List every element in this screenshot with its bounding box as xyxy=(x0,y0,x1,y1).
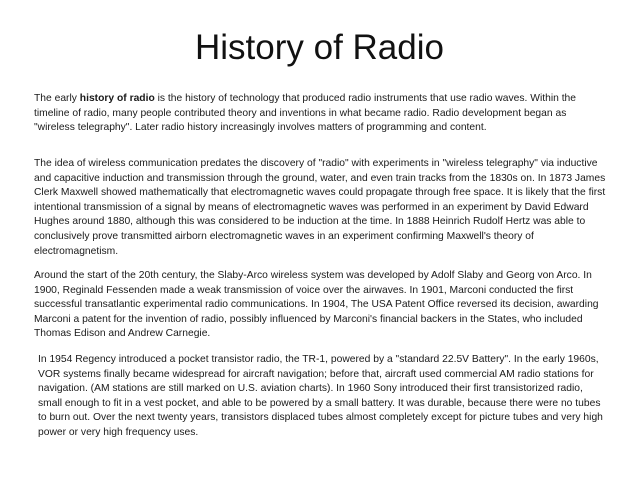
paragraph-20th-century: Around the start of the 20th century, the Slaby-Arco wireless system was developed by Adolf Slaby and Georg von Arco. In 1900, Reginald Fessenden made a weak transmission of voice over the airwaves. In 1901, Marconi conducted the first successful transatlantic experimental radio communications. In 1904, The USA Patent Office reversed its decision, awarding Marconi a patent for the invention of radio, possibly influenced by Marconi's financial backers in the States, who included Thomas Edison and Andrew Carnegie. xyxy=(34,270,599,340)
paragraph-transistor-era: In 1954 Regency introduced a pocket transistor radio, the TR-1, powered by a "standard 22.5V Battery". In the early 1960s, VOR systems finally became widespread for aircraft navigation; before that, aircraft used commercial AM radio stations for navigation. (AM stations are still marked on U.S. aviation charts). In 1960 Sony introduced their first transistorized radio, small enough to fit in a vest pocket, and able to be powered by a small battery. It was durable, because there were no tubes to burn out. Over the next twenty years, transistors displaced tubes almost completely except for picture tubes and very high power or very high frequency uses. xyxy=(38,354,603,438)
intro-bold-term: history of radio xyxy=(79,93,155,104)
paragraph-intro xyxy=(34,92,609,136)
slide-title: History of Radio xyxy=(195,28,444,67)
paragraph-early-experiments: The idea of wireless communication predates the discovery of "radio" with experiments in "wireless telegraphy" via inductive and capacitive induction and transmission through the ground, water, and even train tracks from the 1830s on. In 1873 James Clerk Maxwell showed mathematically that electromagnetic waves could propagate through free space. It is likely that the first intentional transmission of a signal by means of electromagnetic waves was performed in an experiment by David Edward Hughes around 1880, although this was considered to be induction at the time. In 1888 Heinrich Rudolf Hertz was able to conclusively prove transmitted airborn electromagnetic waves in an experiment confirming Maxwell's theory of electromagnetism. xyxy=(34,158,606,257)
intro-text-start: The early xyxy=(34,93,80,104)
intro-text-end: is the history of technology that produced radio instruments that use radio waves. Within the timeline of radio, many people contributed theory and inventions in what became radio. Radio development began as "wireless telegraphy". Later radio history increasingly involves matters of programming and content. xyxy=(34,93,577,134)
